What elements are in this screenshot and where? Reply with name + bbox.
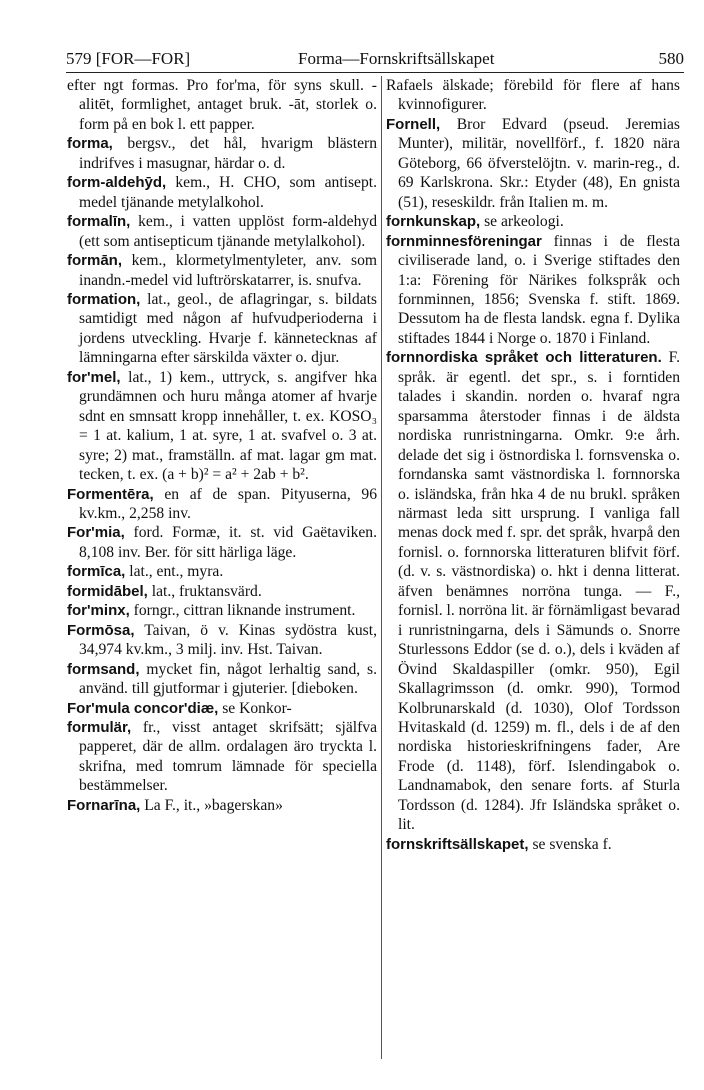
- entry-headword: formation,: [67, 290, 141, 308]
- entry-headword: Fornarīna,: [67, 796, 141, 814]
- entry-headword: formidābel,: [67, 582, 148, 600]
- header-page-number: 580: [658, 49, 684, 68]
- entry-text: lat., ent., myra.: [125, 563, 224, 581]
- entry-text: forngr., cittran liknande instrument.: [129, 602, 356, 620]
- dictionary-entry: [386, 232, 680, 349]
- dictionary-entry: [67, 523, 377, 562]
- dictionary-entry: [67, 290, 377, 368]
- dictionary-entry: [67, 485, 377, 524]
- entry-text: fr., visst antaget skrifsätt; själfva papperet, där de allm. ordalagen äro tryckta l. skrifna, med tomrum lämnade för speciella bestämmelser.: [79, 718, 377, 795]
- entry-text: finnas i de flesta civiliserade land, o. i Sverige stiftades den 1:a: Förening för Närikes folkspråk och fornminnen, 1856; Svenska f. stift. 1869. Dessutom ha de flesta landsk. egna f. Dylika stiftades 1844 i Norge o. 1870 i Finland.: [398, 232, 680, 347]
- dictionary-entry: [67, 562, 377, 581]
- entry-text: Taivan, ö v. Kinas sydöstra kust, 34,974 kv.km., 3 milj. inv. Hst. Taivan.: [79, 621, 377, 659]
- entry-text: ford. Formæ, it. st. vid Gaëtaviken. 8,108 inv. Ber. för sitt härliga läge.: [79, 524, 377, 561]
- entry-headword: fornnordiska språket och litteraturen.: [386, 349, 662, 367]
- dictionary-entry: [67, 699, 377, 718]
- header-left: 579 [FOR—FOR]: [66, 49, 191, 68]
- entry-headword: form-aldehȳd,: [67, 174, 167, 192]
- entry-headword: fornskriftsällskapet,: [386, 835, 529, 853]
- dictionary-entry: [386, 835, 680, 854]
- left-column: [67, 76, 377, 815]
- entry-text: Rafaels älskade; förebild för flere af hans kvinnofigurer.: [386, 77, 680, 114]
- dictionary-entry: [67, 621, 377, 660]
- dictionary-entry: [67, 718, 377, 796]
- entry-text: lat., fruktansvärd.: [147, 582, 262, 600]
- entry-headword: For'mula concor'diæ,: [67, 699, 219, 717]
- entry-text: Bror Edvard (pseud. Jeremias Munter), militär, novellförf., f. 1820 nära Göteborg, 66 öfverstelöjtn. v. marin-reg., d. 69 Karlskrona. Skr.: Etyder (48), En gnista (51), reseskildr. från Italien m. m.: [398, 115, 680, 211]
- dictionary-entry: [386, 348, 680, 834]
- dictionary-entry: [386, 115, 680, 212]
- entry-text: mycket fin, något lerhaltig sand, s. använd. till gjutformar i gjuterier. [dieboken.: [79, 660, 377, 698]
- entry-headword: fornkunskap,: [386, 213, 481, 231]
- entry-text: se arkeologi.: [480, 213, 564, 231]
- dictionary-entry: [67, 173, 377, 212]
- entry-text: lat., geol., de aflagringar, s. bildats samtidigt med någon af hufvudperioderna i jordens utveckling. Hvarje f. kännetecknas af lämningarna efter särskilda växter o. djur.: [79, 290, 377, 367]
- dictionary-entry: [67, 796, 377, 815]
- entry-headword: for'minx,: [67, 602, 130, 620]
- entry-headword: forma,: [67, 135, 113, 153]
- dictionary-entry: [67, 134, 377, 173]
- dictionary-entry: [67, 601, 377, 620]
- dictionary-entry: [67, 582, 377, 601]
- entry-text: kem., H. CHO, som antisept. medel tjänande metylalkohol.: [79, 174, 377, 211]
- dictionary-entry: [67, 212, 377, 251]
- column-divider: [381, 76, 382, 1059]
- dictionary-entry: [67, 368, 377, 485]
- entry-headword: Fornell,: [386, 115, 441, 133]
- dictionary-entry: [67, 251, 377, 290]
- entry-text: kem., i vatten upplöst form-aldehyd (ett som antisepticum tjänande metylalkohol).: [79, 213, 377, 250]
- dictionary-entry: [67, 76, 377, 134]
- entry-headword: Formōsa,: [67, 621, 135, 639]
- right-column: [386, 76, 680, 854]
- entry-headword: formalīn,: [67, 213, 131, 231]
- entry-text: en af de span. Pityuserna, 96 kv.km., 2,258 inv.: [79, 485, 377, 522]
- entry-text: efter ngt formas. Pro for'ma, för syns skull. -alitēt, formlighet, antaget bruk. -āt, storlek o. form på en bok l. ett papper.: [67, 77, 377, 133]
- dictionary-entry: [67, 660, 377, 699]
- dictionary-entry: [386, 212, 680, 231]
- entry-headword: fornminnesföreningar: [386, 232, 542, 250]
- entry-text: se Konkor-: [218, 699, 292, 717]
- entry-headword: formān,: [67, 252, 123, 270]
- entry-headword: formulär,: [67, 718, 132, 736]
- entry-text: F. språk. är egentl. det spr., s. i forntiden talades i skandin. norden o. hvaraf ngra sparsamma återstoder finnas i de äldsta nordiska runristningarna. Omkr. 9:e årh. delade det sig i östnordiska l. fornsvenska o. forndanska samt västnordiska l. fornnorska o. isländska, från hka 4 de nu brukl. språken närmast leda sitt ursprung. I vanliga fall menas dock med f. spr. det språk, hvarpå den fornisl. o. fornnorska litteraturen blifvit förf. (d. v. s. västnordiska) o. hkt i denna litterat. äfven benämnes norröna tunga. — F., fornisl. l. norröna lit. är förnämligast bevarad i runristningarna, dels i Sämunds o. Snorre Sturlessons Eddor (se d. o.), dels i kväden af Övind Skaldaspiller (omkr. 950), Egil Skallagrimsson (d. omkr. 990), Tormod Kolbrunarskald (d. 1030), Olof Tordsson Hvitaskald (d. 1259) m. fl., dels i de af den nordiska historieskrifningens fader, Are Frode (d. 1148), förf. Islendingabok o. Landnamabok, den senare forts. af Sturla Tordsson (d. 1284). Jfr Isländska språket o. lit.: [398, 349, 680, 834]
- page-header: [66, 46, 684, 73]
- entry-text: lat., 1) kem., uttryck, s. angifver hka grundämnen och huru många atomer af hvarje sdnt en smnsatt kropp innehåller, t. ex. KOSO₃ = 1 at. kalium, 1 at. syre, 1 at. svafvel o. 3 at. syre; 2) mat., framställn. af mat. lagar gm mat. tecken, t. ex. (a + b)² = a² + 2ab + b².: [79, 368, 377, 484]
- entry-text: se svenska f.: [528, 835, 612, 853]
- entry-text: La F., it., »bagerskan»: [140, 796, 283, 814]
- entry-text: bergsv., det hål, hvarigm blästern indrifves i masugnar, härdar o. d.: [79, 135, 377, 172]
- entry-headword: formīca,: [67, 563, 126, 581]
- entry-text: kem., klormetylmentyleter, anv. som inandn.-medel vid luftrörskatarrer, is. snufva.: [79, 252, 377, 289]
- entry-headword: formsand,: [67, 660, 140, 678]
- entry-headword: Formentēra,: [67, 485, 154, 503]
- entry-headword: for'mel,: [67, 368, 121, 386]
- dictionary-entry: [386, 76, 680, 115]
- header-title: Forma—Fornskriftsällskapet: [298, 49, 495, 68]
- entry-headword: For'mia,: [67, 524, 125, 542]
